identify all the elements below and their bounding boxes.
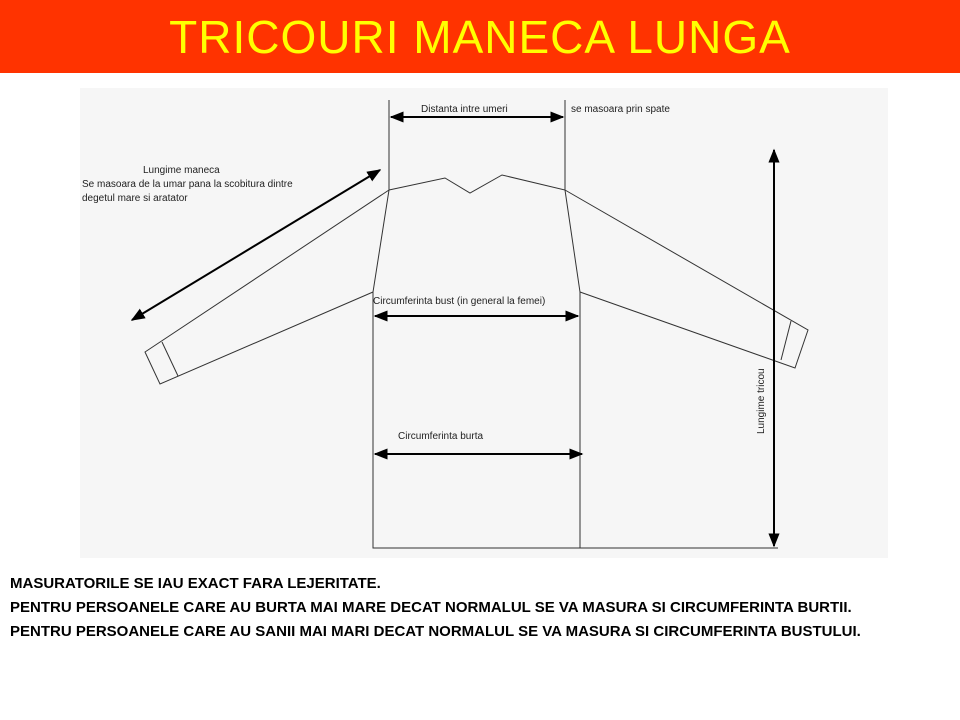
page-title: TRICOURI MANECA LUNGA: [169, 10, 791, 63]
sleeve-length-desc-2: degetul mare si aratator: [82, 193, 188, 204]
note-line-1: MASURATORILE SE IAU EXACT FARA LEJERITATE.: [10, 575, 381, 592]
shoulder-width-label: Distanta intre umeri: [421, 104, 508, 115]
shoulder-note-label: se masoara prin spate: [571, 104, 670, 115]
right-cuff-line: [781, 321, 791, 360]
sleeve-length-desc-1: Se masoara de la umar pana la scobitura dintre: [82, 179, 293, 190]
sleeve-length-title: Lungime maneca: [143, 165, 220, 176]
left-cuff-line: [162, 342, 178, 376]
right-sleeve-outline: [565, 190, 808, 368]
notes-section: [10, 574, 950, 646]
shirt-body-outline: [373, 175, 580, 548]
note-line-3: PENTRU PERSOANELE CARE AU SANII MAI MARI DECAT NORMALUL SE VA MASURA SI CIRCUMFERINTA BUSTULUI.: [10, 623, 861, 640]
bust-label: Circumferinta bust (in general la femei): [373, 296, 546, 307]
left-sleeve-outline: [145, 190, 389, 384]
waist-label: Circumferinta burta: [398, 431, 484, 442]
shirt-length-label: Lungime tricou: [756, 368, 767, 434]
note-line-2: PENTRU PERSOANELE CARE AU BURTA MAI MARE DECAT NORMALUL SE VA MASURA SI CIRCUMFERINTA BURTII.: [10, 599, 852, 616]
